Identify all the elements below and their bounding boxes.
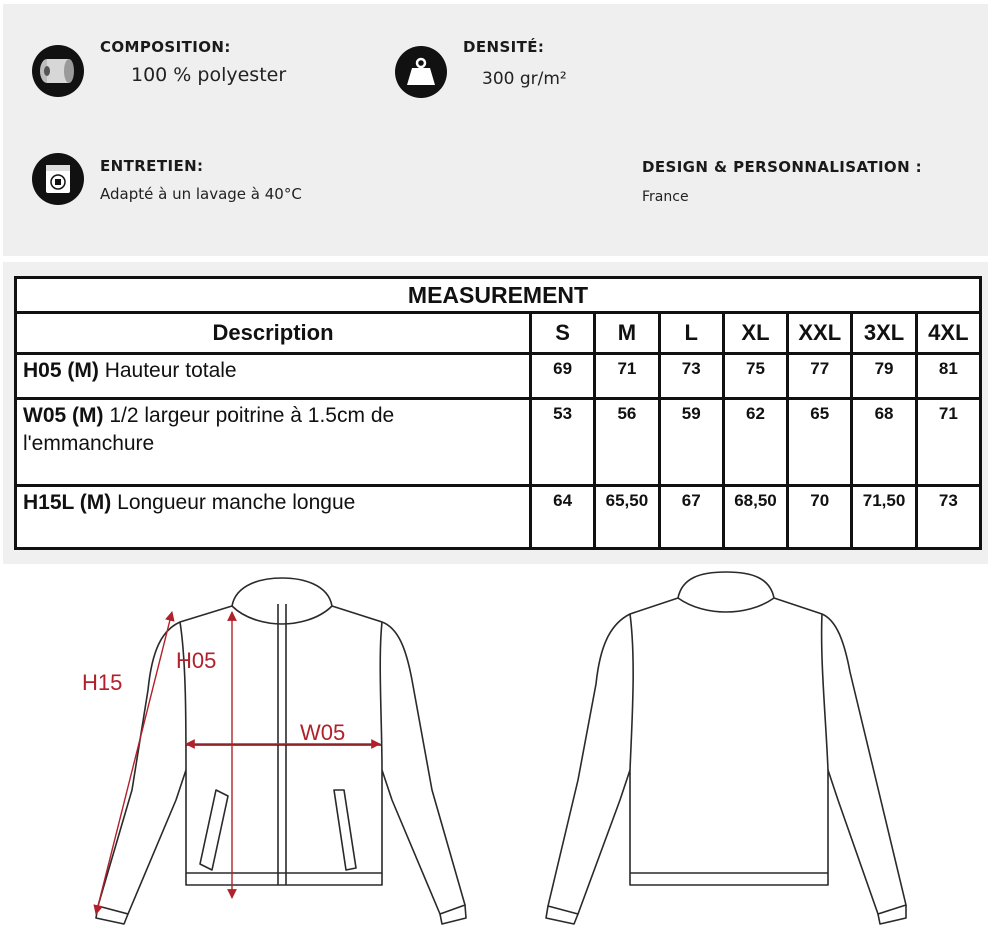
size-value: 65 bbox=[788, 399, 852, 486]
size-header: L bbox=[659, 313, 723, 354]
table-row bbox=[16, 354, 981, 399]
design-title: DESIGN & PERSONNALISATION : bbox=[642, 158, 923, 176]
row-label: Longueur manche longue bbox=[117, 491, 356, 514]
size-value: 73 bbox=[659, 354, 723, 399]
fabric-roll-icon bbox=[32, 45, 84, 97]
composition-title: COMPOSITION: bbox=[100, 38, 231, 56]
jacket-front-view bbox=[96, 578, 466, 924]
size-header: 3XL bbox=[852, 313, 916, 354]
size-value: 69 bbox=[531, 354, 595, 399]
row-code: H05 (M) bbox=[23, 359, 99, 382]
table-row bbox=[16, 399, 981, 486]
size-value: 79 bbox=[852, 354, 916, 399]
size-value: 77 bbox=[788, 354, 852, 399]
design-value: France bbox=[642, 189, 689, 205]
size-value: 71,50 bbox=[852, 486, 916, 549]
size-value: 71 bbox=[595, 354, 659, 399]
h05-label: H05 bbox=[176, 648, 217, 673]
composition-value: 100 % polyester bbox=[131, 64, 287, 86]
size-value: 71 bbox=[916, 399, 980, 486]
size-value: 81 bbox=[916, 354, 980, 399]
jacket-technical-drawing bbox=[0, 566, 992, 932]
size-header: XL bbox=[723, 313, 787, 354]
size-header: S bbox=[531, 313, 595, 354]
size-value: 53 bbox=[531, 399, 595, 486]
row-description bbox=[16, 354, 531, 399]
description-header: Description bbox=[16, 313, 531, 354]
size-value: 75 bbox=[723, 354, 787, 399]
size-value: 68 bbox=[852, 399, 916, 486]
densite-value: 300 gr/m² bbox=[482, 69, 567, 89]
size-value: 70 bbox=[788, 486, 852, 549]
row-code: H15L (M) bbox=[23, 491, 112, 514]
row-label: 1/2 largeur poitrine à 1.5cm de l'emmanchure bbox=[23, 404, 395, 455]
size-value: 67 bbox=[659, 486, 723, 549]
size-value: 59 bbox=[659, 399, 723, 486]
size-value: 68,50 bbox=[723, 486, 787, 549]
h15-label: H15 bbox=[82, 670, 123, 695]
table-row bbox=[16, 486, 981, 549]
washing-machine-icon bbox=[32, 153, 84, 205]
size-header: M bbox=[595, 313, 659, 354]
measurement-title: MEASUREMENT bbox=[16, 278, 981, 313]
w05-label: W05 bbox=[300, 720, 346, 745]
weight-icon bbox=[395, 46, 447, 98]
row-description bbox=[16, 486, 531, 549]
entretien-title: ENTRETIEN: bbox=[100, 157, 204, 175]
size-value: 62 bbox=[723, 399, 787, 486]
row-description bbox=[16, 399, 531, 486]
h15-arrow bbox=[96, 612, 172, 914]
size-value: 56 bbox=[595, 399, 659, 486]
entretien-value: Adapté à un lavage à 40°C bbox=[100, 185, 302, 203]
row-code: W05 (M) bbox=[23, 404, 104, 427]
jacket-back-view bbox=[546, 572, 906, 924]
measurement-table bbox=[14, 276, 982, 550]
size-value: 73 bbox=[916, 486, 980, 549]
size-value: 64 bbox=[531, 486, 595, 549]
size-header: 4XL bbox=[916, 313, 980, 354]
size-header: XXL bbox=[788, 313, 852, 354]
size-value: 65,50 bbox=[595, 486, 659, 549]
row-label: Hauteur totale bbox=[104, 359, 237, 382]
densite-title: DENSITÉ: bbox=[463, 38, 545, 56]
measurement-annotations bbox=[96, 612, 380, 914]
